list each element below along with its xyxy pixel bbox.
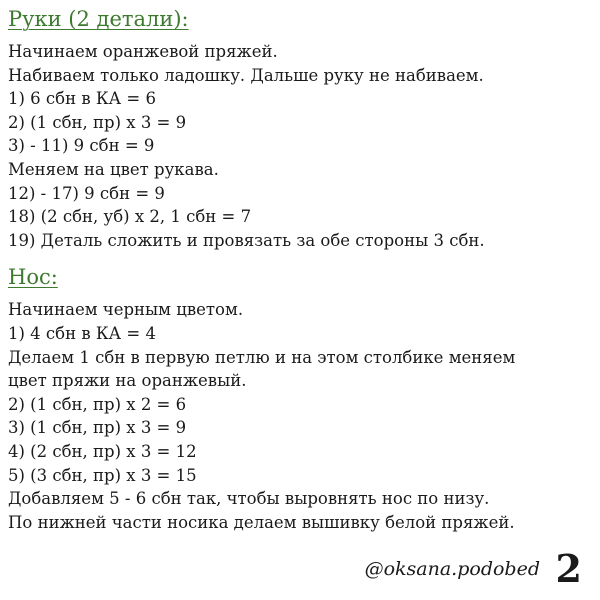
instruction-line: Делаем 1 сбн в первую петлю и на этом столбике меняем [8,347,516,367]
instruction-line: Набиваем только ладошку. Дальше руку не набиваем. [8,65,484,85]
arms-heading: Руки (2 детали): [8,7,189,31]
instruction-line: 1) 4 сбн в КА = 4 [8,323,156,343]
instruction-line: Начинаем черным цветом. [8,300,244,320]
instruction-line: Добавляем 5 - 6 сбн так, чтобы выровнять нос по низу. [8,489,490,509]
spacer [8,252,600,262]
instruction-line: По нижней части носика делаем вышивку белой пряжей. [8,512,515,532]
arms-instructions [8,40,600,252]
page-number: 2 [555,546,582,591]
instruction-line: 5) (3 сбн, пр) х 3 = 15 [8,465,197,485]
instruction-line: 4) (2 сбн, пр) х 3 = 12 [8,441,197,461]
nose-instructions [8,298,600,534]
instruction-line: 2) (1 сбн, пр) х 2 = 6 [8,394,187,414]
instruction-line: 3) (1 сбн, пр) х 3 = 9 [8,418,187,438]
instruction-line: 2) (1 сбн, пр) х 3 = 9 [8,112,187,132]
instruction-line: 1) 6 сбн в КА = 6 [8,89,156,109]
instruction-line: цвет пряжи на оранжевый. [8,371,247,391]
instruction-line: Начинаем оранжевой пряжей. [8,42,278,61]
nose-heading: Нос: [8,265,58,290]
instruction-line: 3) - 11) 9 сбн = 9 [8,136,155,156]
author-signature: @oksana.podobed [364,558,540,580]
instruction-line: 12) - 17) 9 сбн = 9 [8,183,165,203]
instruction-line: 18) (2 сбн, уб) х 2, 1 сбн = 7 [8,207,252,227]
instruction-line: Меняем на цвет рукава. [8,159,219,179]
instruction-line: 19) Деталь сложить и провязать за обе стороны 3 сбн. [8,230,485,250]
